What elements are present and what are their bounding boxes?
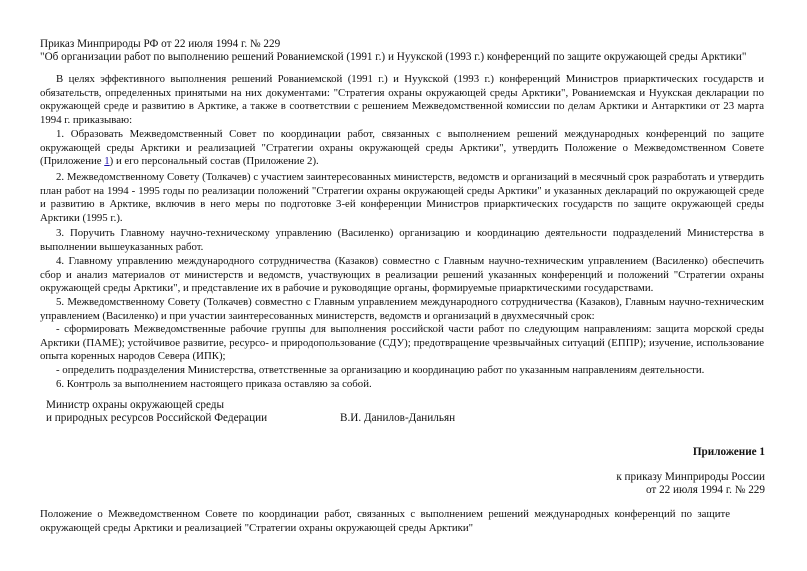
item-6-paragraph: 6. Контроль за выполнением настоящего приказа оставляю за собой.: [56, 378, 372, 390]
appendix-reference-line1: к приказу Минприроды России: [616, 471, 765, 483]
signer-position-line1: Министр охраны окружающей среды: [46, 399, 224, 411]
item-1-paragraph: [40, 128, 764, 169]
appendix-title: Приложение 1: [692, 446, 765, 458]
document-title: Приказ Минприроды РФ от 22 июля 1994 г. № 229: [40, 38, 281, 50]
appendix-1-link[interactable]: 1: [104, 155, 110, 168]
item-5-paragraph: 5. Межведомственному Совету (Толкачев) совместно с Главным управлением международного сотрудничества (Казаков), Главным научно-техническим управлением (Василенко) и при участии заинтересованных министерств, ведомств и организаций в двухмесячный срок:: [40, 296, 764, 322]
signer-name: В.И. Данилов-Данильян: [340, 412, 456, 424]
item-4-paragraph: 4. Главному управлению международного сотрудничества (Казаков) совместно с Главным научно-техническим управлением (Василенко) обеспечить сбор и анализ материалов от министерств и ведомств, участвующих в реализации решений указанных конференций и положений "Стратегии охраны окружающей среды Арктики", и представление их в рабочие и руководящие органы, формируемые приарктическими государствами.: [40, 255, 764, 295]
intro-paragraph: В целях эффективного выполнения решений Рованиемской (1991 г.) и Нуукской (1993 г.) конференций Министров приарктических государств и обязательств, определенных принятыми на них документами: "Стратегия охраны окружающей среды Арктики", Рованиемская и Нуукская декларации по окружающей среде и развитию в Арктике, а также в соответствии с решением Межведомственной комиссии по делам Арктики и Антарктики от 23 марта 1994 г. приказываю:: [40, 73, 764, 126]
item-3-paragraph: 3. Поручить Главному научно-техническому управлению (Василенко) организацию и координацию деятельности подразделений Министерства в выполнении вышеуказанных работ.: [40, 227, 764, 253]
document-subtitle: "Об организации работ по выполнению решений Рованиемской (1991 г.) и Нуукской (1993 г.) конференций по защите окружающей среды Арктики": [40, 51, 747, 63]
item-1-text-after: ) и его персональный состав (Приложение 2).: [109, 155, 319, 168]
signer-position-line2: и природных ресурсов Российской Федерации: [46, 412, 268, 424]
item-5a-paragraph: - сформировать Межведомственные рабочие группы для выполнения российской части работ по следующим направлениям: защита морской среды Арктики (ПАМЕ); устойчивое развитие, ресурсо- и природопользование (СДУ); предотвращение чрезвычайных ситуаций (ЕППР); изучение, использование опыта коренных народов Севера (ИПК);: [40, 323, 764, 363]
item-5b-paragraph: - определить подразделения Министерства, ответственные за организацию и координацию работ по указанным направлениям деятельности.: [56, 364, 705, 376]
item-1-text-before: 1. Образовать Межведомственный Совет по координации работ, связанных с выполнением решений международных конференций по защите окружающей среды Арктики и реализацией "Стратегии охраны окружающей среды Арктики", утвердить Положение о Межведомственном Совете (Приложение: [40, 128, 764, 168]
appendix-reference-line2: от 22 июля 1994 г. № 229: [645, 484, 765, 496]
appendix-heading: Положение о Межведомственном Совете по координации работ, связанных с выполнением решений международных конференций по защите окружающей среды Арктики и реализацией "Стратегии охраны окружающей среды Арктики": [40, 508, 730, 534]
item-2-paragraph: 2. Межведомственному Совету (Толкачев) с участием заинтересованных министерств, ведомств и организаций в месячный срок разработать и утвердить план работ на 1994 - 1995 годы по реализации положений "Стратегии охраны окружающей среды Арктики" и указанных деклараций по окружающей среде и развитию в Арктике, включив в него меры по подготовке 3-ей конференции Министров приарктических государств по защите окружающей среды Арктики (1995 г.).: [40, 171, 764, 224]
